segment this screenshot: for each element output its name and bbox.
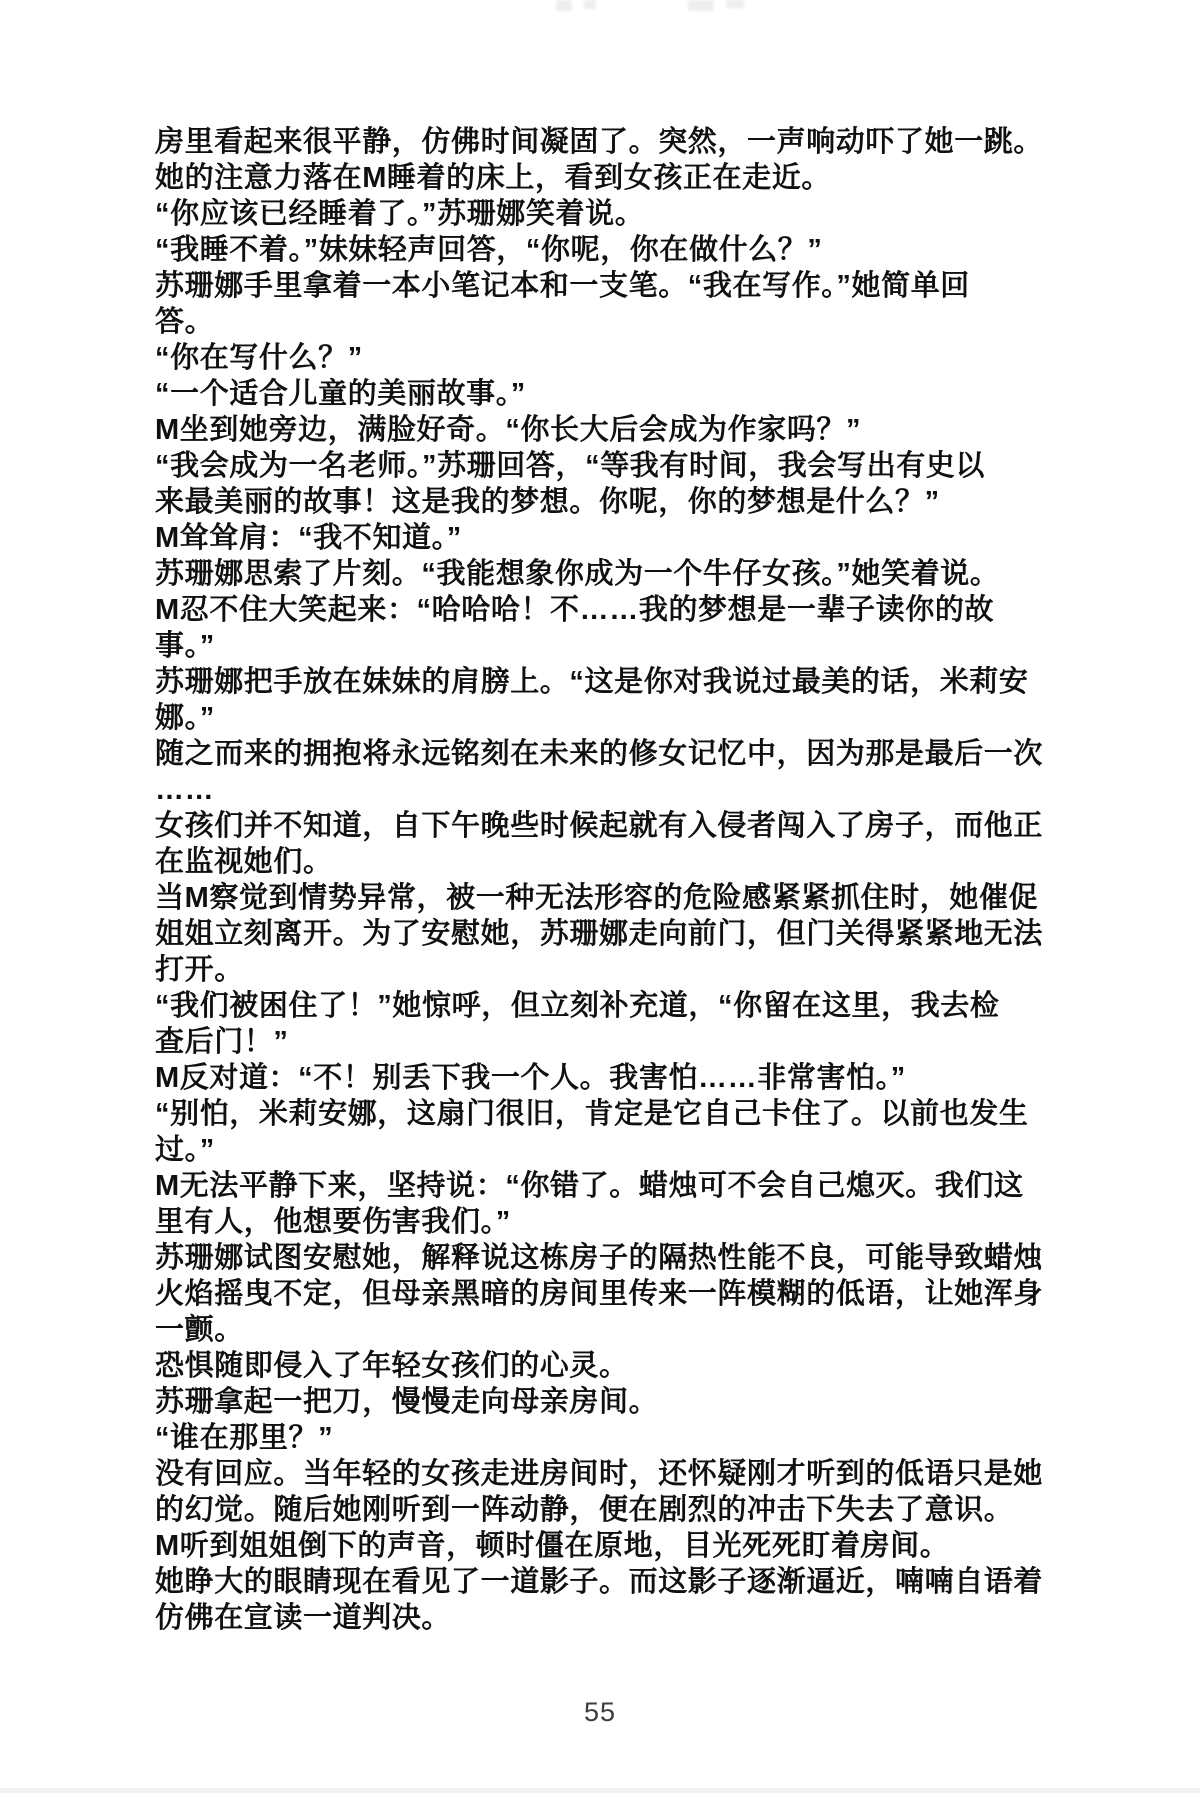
text-line: 在监视她们。 bbox=[155, 846, 333, 878]
scan-artifact bbox=[556, 0, 572, 11]
text-line: 没有回应。当年轻的女孩走进房间时，还怀疑刚才听到的低语只是她 bbox=[155, 1458, 1044, 1490]
scan-artifact bbox=[726, 0, 744, 8]
text-line: 答。 bbox=[155, 306, 215, 338]
text-line: M耸耸肩：“我不知道。” bbox=[155, 522, 462, 554]
text-line: M反对道：“不！别丢下我一个人。我害怕……非常害怕。” bbox=[155, 1062, 906, 1094]
text-line: 女孩们并不知道，自下午晚些时候起就有入侵者闯入了房子，而他正 bbox=[155, 810, 1044, 842]
text-line: 苏珊娜思索了片刻。“我能想象你成为一个牛仔女孩。”她笑着说。 bbox=[155, 558, 1000, 590]
text-line: “我会成为一名老师。”苏珊回答，“等我有时间，我会写出有史以 bbox=[155, 450, 986, 482]
scan-artifact bbox=[688, 0, 714, 11]
text-line: 苏珊拿起一把刀，慢慢走向母亲房间。 bbox=[155, 1386, 659, 1418]
text-line: 她睁大的眼睛现在看见了一道影子。而这影子逐渐逼近，喃喃自语着 bbox=[155, 1566, 1044, 1598]
text-line: 姐姐立刻离开。为了安慰她，苏珊娜走向前门，但门关得紧紧地无法 bbox=[155, 918, 1044, 950]
scan-artifact bbox=[584, 0, 596, 9]
page-number: 55 bbox=[583, 1697, 617, 1727]
text-line: “我睡不着。”妹妹轻声回答，“你呢，你在做什么？” bbox=[155, 234, 823, 266]
text-line: 的幻觉。随后她刚听到一阵动静，便在剧烈的冲击下失去了意识。 bbox=[155, 1494, 1014, 1526]
text-line: 随之而来的拥抱将永远铭刻在未来的修女记忆中，因为那是最后一次 bbox=[155, 738, 1044, 770]
text-line: 打开。 bbox=[155, 954, 244, 986]
text-line: 苏珊娜手里拿着一本小笔记本和一支笔。“我在写作。”她简单回 bbox=[155, 270, 970, 302]
text-line: 苏珊娜试图安慰她，解释说这栋房子的隔热性能不良，可能导致蜡烛 bbox=[155, 1242, 1044, 1274]
text-line: 来最美丽的故事！这是我的梦想。你呢，你的梦想是什么？” bbox=[155, 486, 940, 518]
text-line: …… bbox=[155, 774, 215, 806]
text-line: 查后门！” bbox=[155, 1026, 289, 1058]
text-line: 火焰摇曳不定，但母亲黑暗的房间里传来一阵模糊的低语，让她浑身 bbox=[155, 1278, 1044, 1310]
text-line: 当M察觉到情势异常，被一种无法形容的危险感紧紧抓住时，她催促 bbox=[155, 882, 1039, 914]
text-line: “谁在那里？” bbox=[155, 1422, 334, 1454]
text-line: 苏珊娜把手放在妹妹的肩膀上。“这是你对我说过最美的话，米莉安 bbox=[155, 666, 1029, 698]
text-line: M听到姐姐倒下的声音，顿时僵在原地，目光死死盯着房间。 bbox=[155, 1530, 950, 1562]
text-line: 恐惧随即侵入了年轻女孩们的心灵。 bbox=[155, 1350, 629, 1382]
text-line: 一颤。 bbox=[155, 1314, 244, 1346]
text-line: “你在写什么？” bbox=[155, 342, 363, 374]
text-line: M坐到她旁边，满脸好奇。“你长大后会成为作家吗？” bbox=[155, 414, 862, 446]
text-line: 房里看起来很平静，仿佛时间凝固了。突然，一声响动吓了她一跳。 bbox=[155, 126, 1044, 158]
text-line: 里有人，他想要伤害我们。” bbox=[155, 1206, 511, 1238]
text-line: “一个适合儿童的美丽故事。” bbox=[155, 378, 526, 410]
text-line: 仿佛在宣读一道判决。 bbox=[155, 1602, 452, 1634]
text-line: “你应该已经睡着了。”苏珊娜笑着说。 bbox=[155, 198, 645, 230]
text-line: “我们被困住了！”她惊呼，但立刻补充道，“你留在这里，我去检 bbox=[155, 990, 1000, 1022]
text-line: 事。” bbox=[155, 630, 215, 662]
text-line: M无法平静下来，坚持说：“你错了。蜡烛可不会自己熄灭。我们这 bbox=[155, 1170, 1024, 1202]
text-line: 她的注意力落在M睡着的床上，看到女孩正在走近。 bbox=[155, 162, 831, 194]
text-line: M忍不住大笑起来：“哈哈哈！不……我的梦想是一辈子读你的故 bbox=[155, 594, 995, 626]
text-line: 过。” bbox=[155, 1134, 215, 1166]
text-line: “别怕，米莉安娜，这扇门很旧，肯定是它自己卡住了。以前也发生 bbox=[155, 1098, 1029, 1130]
page-edge-shadow bbox=[0, 1788, 1200, 1793]
story-text bbox=[155, 124, 1065, 1636]
text-line: 娜。” bbox=[155, 702, 215, 734]
